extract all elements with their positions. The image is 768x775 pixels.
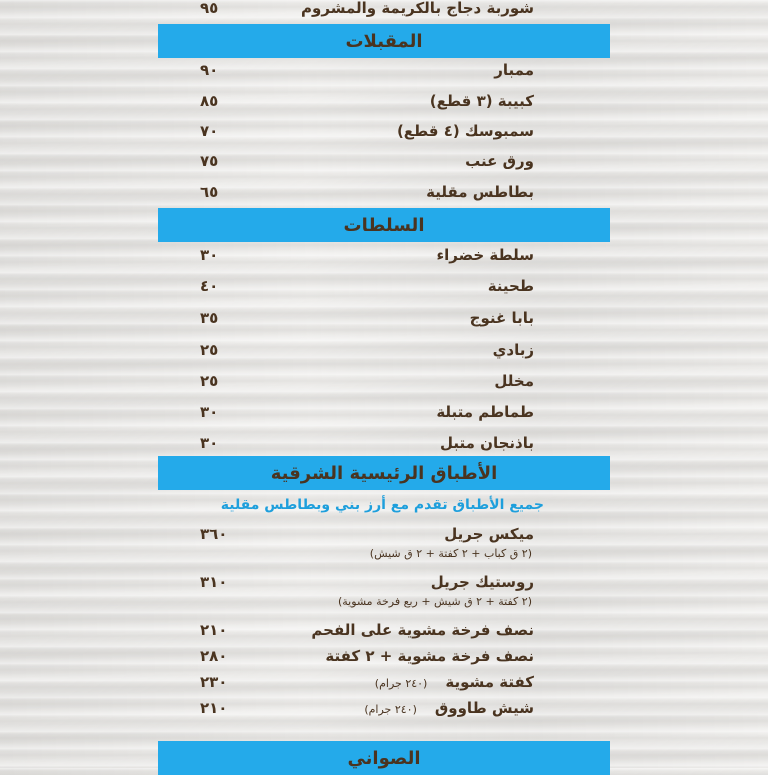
item-name: سمبوسك (٤ قطع)	[396, 122, 534, 140]
item-price: ٣٠	[200, 246, 219, 264]
item-name: شيش طاووق	[434, 699, 534, 717]
item-name: باذنجان متبل	[440, 434, 534, 452]
item-name: نصف فرخة مشوية على الفحم	[311, 621, 534, 639]
menu-item	[200, 670, 534, 694]
item-name: طحينة	[487, 277, 534, 295]
item-price: ٢٨٠	[200, 647, 228, 665]
item-price: ٢٥	[200, 372, 219, 390]
item-price: ٣٠	[200, 434, 219, 452]
menu-item	[200, 149, 534, 173]
item-name: شوربة دجاج بالكريمة والمشروم	[301, 0, 534, 17]
section-header-appetizers: المقبلات	[158, 24, 610, 58]
menu-item	[200, 369, 534, 393]
item-name: ممبار	[494, 61, 534, 79]
menu-item	[200, 338, 534, 362]
section-header-salads: السلطات	[158, 208, 610, 242]
item-price: ٩٠	[200, 61, 219, 79]
item-price: ٢١٠	[200, 621, 228, 639]
item-name: بطاطس مقلية	[426, 183, 534, 201]
item-price: ٢٣٠	[200, 673, 228, 691]
item-name: سلطة خضراء	[436, 246, 534, 264]
item-price: ٢٥	[200, 341, 219, 359]
section-header-mains: الأطباق الرئيسية الشرقية	[158, 456, 610, 490]
menu-item	[200, 89, 534, 113]
item-price: ٣٠	[200, 403, 219, 421]
item-name: روستيك جريل	[430, 573, 534, 591]
menu-item	[200, 58, 534, 82]
item-price: ٣١٠	[200, 573, 228, 591]
menu-item	[200, 696, 534, 720]
menu-item	[200, 306, 534, 330]
item-name: كفتة مشوية	[445, 673, 534, 691]
menu-item-chicken-soup	[200, 0, 534, 20]
item-price: ٣٦٠	[200, 525, 228, 543]
item-name: ميكس جريل	[444, 525, 534, 543]
item-price: ٩٥	[200, 0, 219, 17]
item-name: مخلل	[494, 372, 534, 390]
menu-item	[200, 570, 534, 594]
menu-item	[200, 400, 534, 424]
item-price: ٢١٠	[200, 699, 228, 717]
section-header-trays: الصواني	[158, 741, 610, 775]
menu-item	[200, 522, 534, 546]
item-name: ورق عنب	[465, 152, 534, 170]
item-description: (٢ ق كباب + ٢ كفتة + ٢ ق شيش)	[369, 547, 532, 560]
menu-item	[200, 274, 534, 298]
item-price: ٨٥	[200, 92, 219, 110]
item-description: (٢ كفتة + ٢ ق شيش + ربع فرخة مشوية)	[337, 595, 532, 608]
item-price: ٧٠	[200, 122, 219, 140]
menu-item	[200, 119, 534, 143]
menu-item	[200, 618, 534, 642]
item-name: طماطم متبلة	[436, 403, 534, 421]
item-price: ٧٥	[200, 152, 219, 170]
menu-item	[200, 644, 534, 668]
item-price: ٤٠	[200, 277, 219, 295]
item-name: بابا غنوج	[469, 309, 534, 327]
item-weight: (٢٤٠ جرام)	[374, 677, 428, 690]
menu-item	[200, 180, 534, 204]
item-name: نصف فرخة مشوية + ٢ كفتة	[325, 647, 534, 665]
item-name: زبادي	[492, 341, 534, 359]
item-price: ٦٥	[200, 183, 219, 201]
item-weight: (٢٤٠ جرام)	[364, 703, 417, 716]
section-note: جميع الأطباق تقدم مع أرز بني وبطاطس مقلية	[220, 497, 544, 513]
menu-item	[200, 431, 534, 455]
item-price: ٣٥	[200, 309, 219, 327]
menu-item	[200, 243, 534, 267]
item-name: كبيبة (٣ قطع)	[429, 92, 534, 110]
